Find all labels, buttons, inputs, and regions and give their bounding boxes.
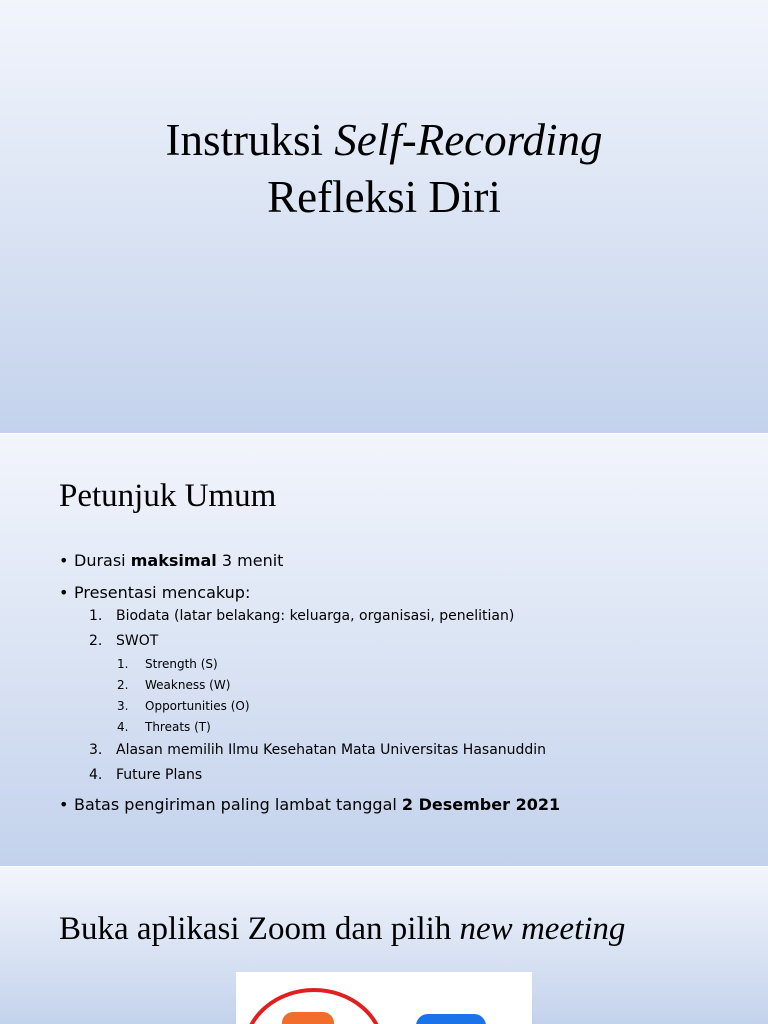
bullet-dot-icon: • (59, 795, 69, 814)
heading-text: Buka aplikasi Zoom dan pilih (59, 911, 460, 947)
bullet-duration (59, 550, 560, 572)
bullet-presentation (59, 582, 560, 604)
list-text: Opportunities (O) (145, 699, 250, 713)
list-text: Weakness (W) (145, 678, 231, 692)
sub-list-item (59, 698, 560, 715)
bullet-text: Durasi (74, 551, 131, 570)
list-number: 3. (89, 742, 103, 758)
bullet-text: 3 menit (216, 551, 284, 570)
title-line-1 (0, 112, 768, 169)
list-text: Strength (S) (145, 657, 218, 671)
list-item (59, 740, 560, 760)
zoom-screenshot (236, 972, 532, 1024)
list-number: 4. (117, 720, 129, 734)
zoom-join-icon (416, 1014, 486, 1024)
slide-instructions (0, 434, 768, 866)
list-text: Future Plans (116, 767, 203, 783)
list-number: 1. (89, 608, 103, 624)
bullet-bold-text: maksimal (130, 551, 217, 570)
list-number: 2. (117, 678, 129, 692)
slide-zoom (0, 867, 768, 1024)
list-text: Alasan memilih Ilmu Kesehatan Mata Universitas Hasanuddin (116, 742, 547, 758)
list-number: 4. (89, 767, 103, 783)
bullet-dot-icon: • (59, 583, 69, 602)
bullet-text: Presentasi mencakup: (74, 583, 251, 602)
bullet-dot-icon: • (59, 551, 69, 570)
cover-title (0, 112, 768, 226)
title-line-2: Refleksi Diri (267, 172, 501, 222)
list-number: 1. (117, 657, 129, 671)
slide-title (0, 0, 768, 433)
bullet-text: Batas pengiriman paling lambat tanggal (74, 795, 402, 814)
title-prefix: Instruksi (165, 115, 335, 165)
list-number: 3. (117, 699, 129, 713)
list-number: 2. (89, 633, 103, 649)
list-text: SWOT (116, 633, 159, 649)
zoom-screenshot-graphic (236, 972, 532, 1024)
instruction-list (59, 550, 560, 826)
bullet-bold-text: 2 Desember 2021 (401, 795, 561, 814)
heading-italic: new meeting (459, 911, 626, 947)
list-text: Threats (T) (145, 720, 211, 734)
title-italic: Self-Recording (334, 115, 603, 165)
zoom-new-meeting-icon (282, 1012, 334, 1024)
slide-heading (59, 911, 625, 948)
slide-heading: Petunjuk Umum (59, 478, 277, 514)
sub-list-item (59, 719, 560, 736)
list-item (59, 631, 560, 651)
bullet-deadline (59, 794, 560, 816)
sub-list-item (59, 677, 560, 694)
sub-list-item (59, 656, 560, 673)
list-item (59, 606, 560, 626)
list-text: Biodata (latar belakang: keluarga, organisasi, penelitian) (116, 608, 515, 624)
list-item (59, 765, 560, 785)
